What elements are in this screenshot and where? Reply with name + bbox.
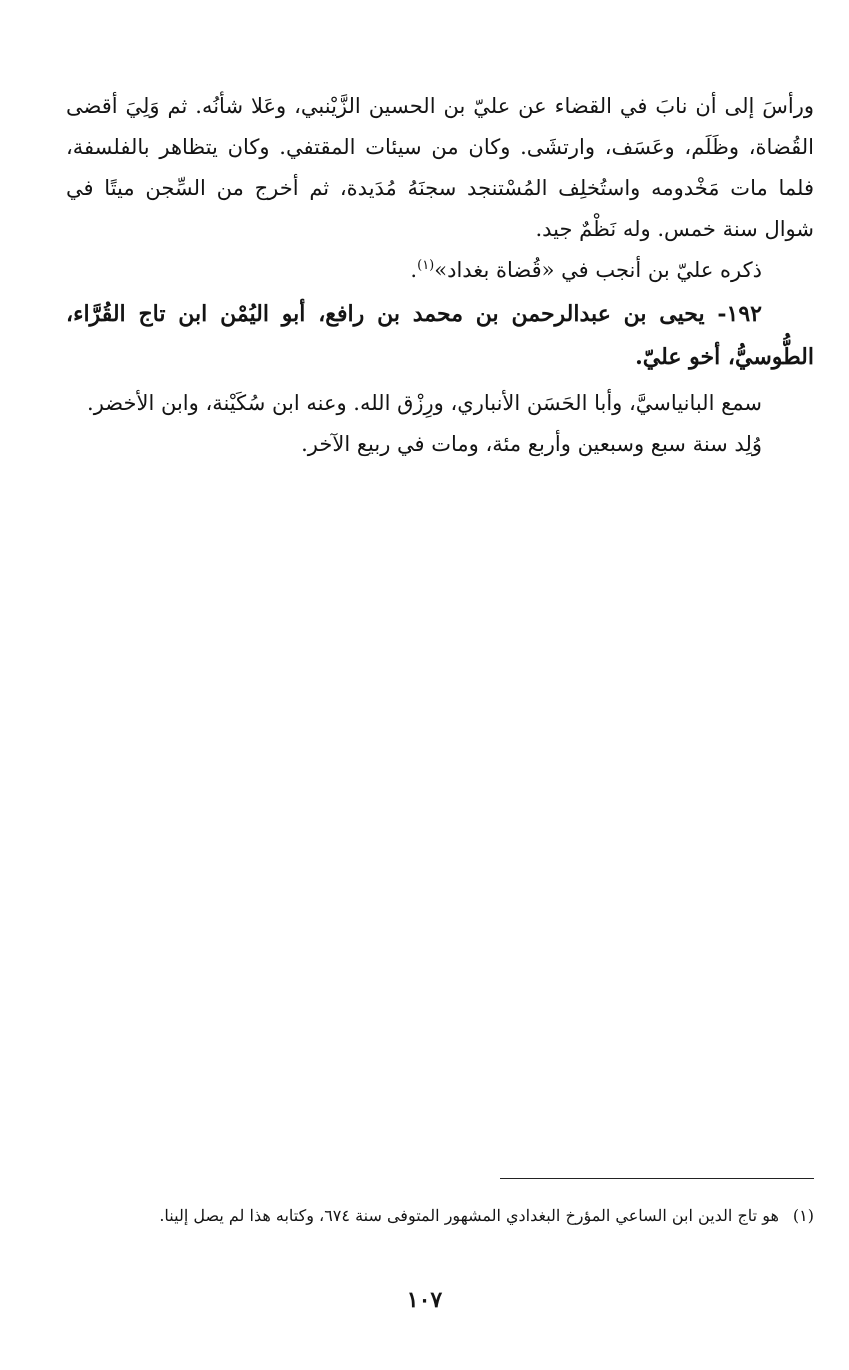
paragraph-citation <box>66 250 814 291</box>
footnote-reference: (١) <box>417 258 435 273</box>
footnote-marker: (١) <box>792 1206 814 1225</box>
footnote-text: هو تاج الدين ابن الساعي المؤرخ البغدادي المشهور المتوفى سنة ٦٧٤، وكتابه هذا لم يصل إلينا. <box>159 1206 779 1225</box>
paragraph-birth-death: وُلِد سنة سبع وسبعين وأربع مئة، ومات في ربيع الآخر. <box>301 432 762 456</box>
citation-text: ذكره عليّ بن أنجب في «قُضاة بغداد» <box>434 258 762 282</box>
footnote <box>66 1199 814 1232</box>
paragraph-teachers: سمع البانياسيَّ، وأبا الحَسَن الأنباري، ورِزْق الله. وعنه ابن سُكَيْنة، وابن الأخضر. <box>87 391 762 415</box>
footnote-divider <box>500 1178 814 1179</box>
citation-period: . <box>410 258 418 282</box>
page-number: ١٠٧ <box>406 1287 443 1313</box>
paragraph-continuation: ورأسَ إلى أن نابَ في القضاء عن عليّ بن الحسين الزَّيْنبي، وعَلا شأنُه. ثم وَلِيَ أقضى القُضاة، وظَلَم، وعَسَف، وارتشَى. وكان من سيئات المقتفي. وكان يتظاهر بالفلسفة، فلما مات مَخْدومه واستُخلِف المُسْتنجد سجنَهُ مُدَيدة، ثم أخرج من السِّجن ميتًا في شوال سنة خمس. وله نَظْمٌ جيد. <box>66 94 814 241</box>
entry-heading: ١٩٢- يحيى بن عبدالرحمن بن محمد بن رافع، أبو اليُمْن ابن تاج القُرَّاء، الطُّوسيُّ، أخو عليّ. <box>66 301 814 370</box>
main-text <box>66 86 814 465</box>
